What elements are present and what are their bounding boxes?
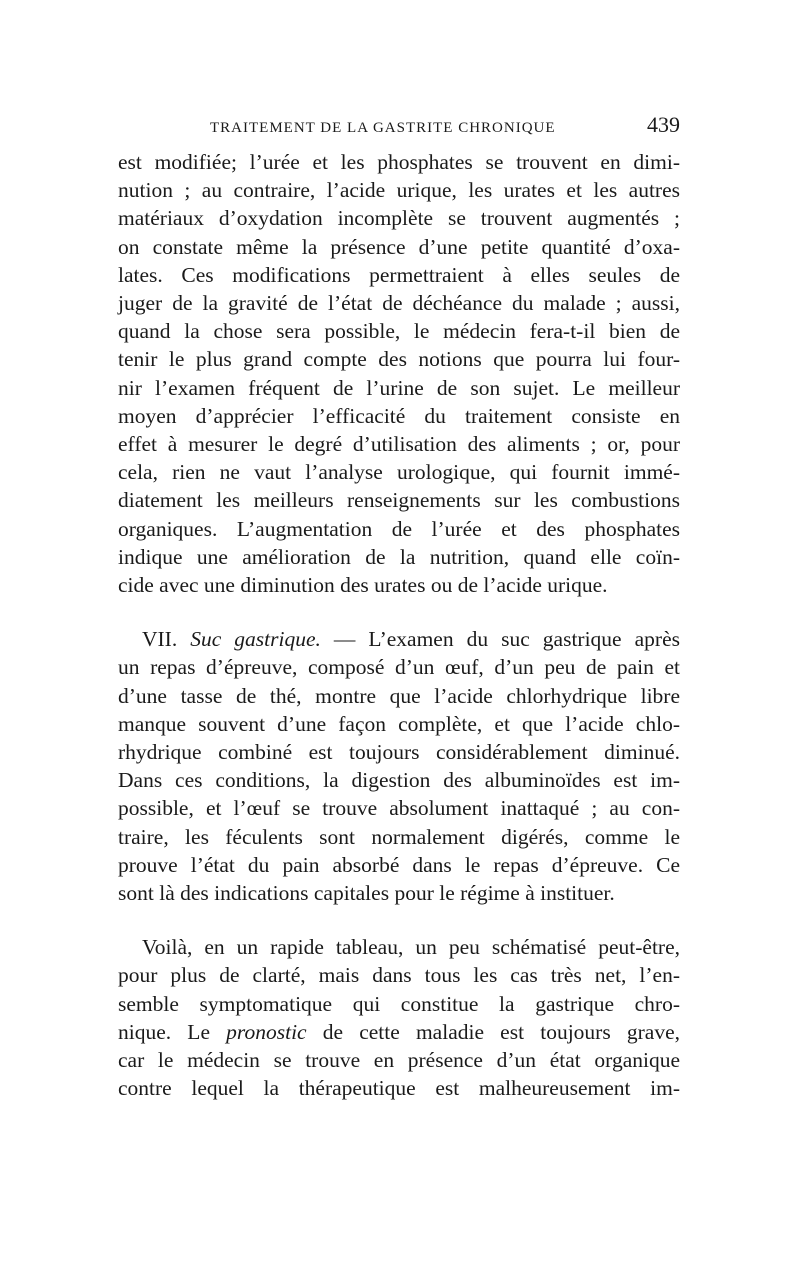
section-title: Suc gastrique. — [190, 627, 321, 652]
text-line: cide avec une diminution des urates ou de l’acide urique. — [118, 573, 608, 598]
text-line: lates. Ces modifications permettraient à elles seules de — [118, 262, 680, 287]
text-line: nir l’examen fréquent de l’urine de son sujet. Le meilleur — [118, 375, 680, 400]
running-head — [118, 110, 680, 144]
text-line: tenir le plus grand compte des notions que pourra lui four- — [118, 347, 680, 372]
text-line: Voilà, en un rapide tableau, un peu schématisé peut-être, — [142, 935, 680, 960]
section-number: VII. — [142, 627, 178, 652]
text-line: d’une tasse de thé, montre que l’acide chlorhydrique libre — [118, 683, 680, 708]
paragraph-gastric-juice — [118, 625, 680, 907]
pronostic-term: pronostic — [226, 1019, 307, 1044]
text-line: effet à mesurer le degré d’utilisation des aliments ; or, pour — [118, 432, 680, 457]
text-line: nution ; au contraire, l’acide urique, les urates et les autres — [118, 178, 680, 203]
paragraph-prognosis — [118, 933, 680, 1102]
text-line: pour plus de clarté, mais dans tous les cas très net, l’en- — [118, 963, 680, 988]
text-line — [118, 1018, 680, 1046]
text-line: traire, les féculents sont normalement digérés, comme le — [118, 824, 680, 849]
text-line: rhydrique combiné est toujours considérablement diminué. — [118, 740, 680, 765]
text-line: matériaux d’oxydation incomplète se trouvent augmentés ; — [118, 206, 680, 231]
text-line: un repas d’épreuve, composé d’un œuf, d’un peu de pain et — [118, 655, 680, 680]
text-line: organiques. L’augmentation de l’urée et des phosphates — [118, 516, 680, 541]
paragraph-urine-analysis — [118, 148, 680, 599]
text-line — [118, 625, 680, 653]
text-line: cela, rien ne vaut l’analyse urologique, qui fournit immé- — [118, 460, 680, 485]
text-line: manque souvent d’une façon complète, et que l’acide chlo- — [118, 711, 680, 736]
text-line: semble symptomatique qui constitue la gastrique chro- — [118, 991, 680, 1016]
text-line: possible, et l’œuf se trouve absolument inattaqué ; au con- — [118, 796, 680, 821]
running-title: TRAITEMENT DE LA GASTRITE CHRONIQUE — [210, 120, 556, 136]
text-line: indique une amélioration de la nutrition, quand elle coïn- — [118, 544, 680, 569]
text-line: quand la chose sera possible, le médecin fera-t-il bien de — [118, 319, 680, 344]
text-line: contre lequel la thérapeutique est malheureusement im- — [118, 1076, 680, 1101]
text-fragment: de cette maladie est toujours grave, — [306, 1019, 680, 1044]
text-line: on constate même la présence d’une petite quantité d’oxa- — [118, 234, 680, 259]
text-line: diatement les meilleurs renseignements sur les combustions — [118, 488, 680, 513]
text-line: moyen d’apprécier l’efficacité du traitement consiste en — [118, 403, 680, 428]
text-fragment: nique. Le — [118, 1019, 227, 1044]
page-number: 439 — [647, 112, 680, 137]
text-line: Dans ces conditions, la digestion des albuminoïdes est im- — [118, 768, 680, 793]
text-line: est modifiée; l’urée et les phosphates se trouvent en dimi- — [118, 150, 680, 174]
text-line: sont là des indications capitales pour le régime à instituer. — [118, 881, 615, 906]
text-line: prouve l’état du pain absorbé dans le repas d’épreuve. Ce — [118, 852, 680, 877]
book-page — [118, 110, 680, 1103]
text-line: juger de la gravité de l’état de déchéance du malade ; aussi, — [118, 291, 680, 316]
section-first-line: — L’examen du suc gastrique après — [320, 627, 680, 652]
text-line: car le médecin se trouve en présence d’un état organique — [118, 1048, 680, 1073]
